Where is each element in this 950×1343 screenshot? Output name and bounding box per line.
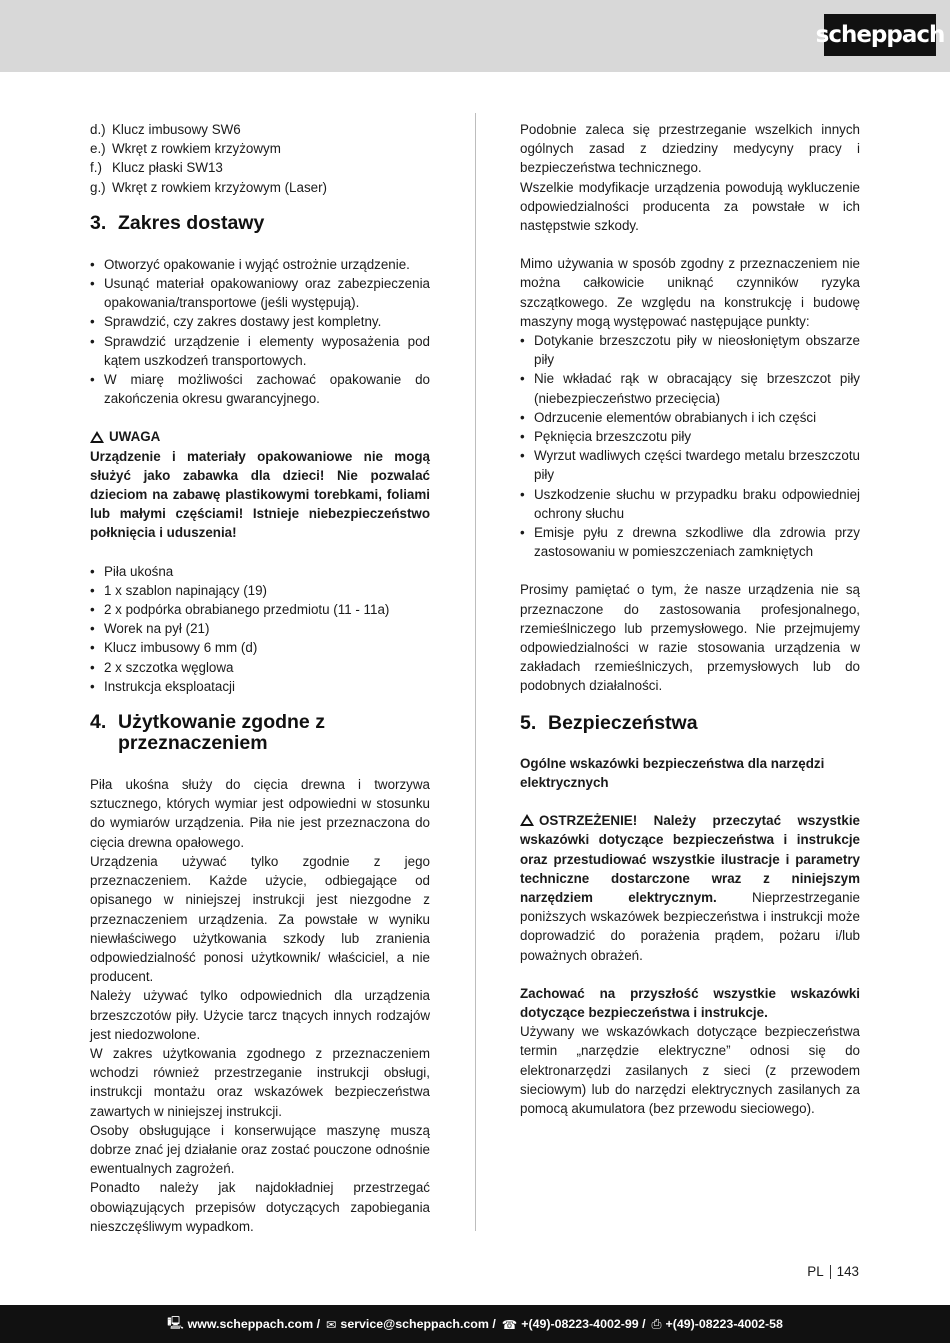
fax-number: +(49)-08223-4002-58 xyxy=(665,1317,783,1331)
residual-risk-intro: Mimo używania w sposób zgodny z przeznaczeniem nie można całkowicie uniknąć czynników ryzyka szczątkowego. Ze względu na konstrukcję i budowę maszyny mogą występować następujące punkty: xyxy=(520,256,860,329)
list-item: • Worek na pył (21) xyxy=(90,619,430,638)
list-item: • 2 x szczotka węglowa xyxy=(90,658,430,677)
warning-text: Urządzenie i materiały opakowaniowe nie mogą służyć jako zabawka dla dzieci! Nie pozwalać dzieciom na zabawę plastikowymi torebkami, foliami lub małymi częściami! Istnieje niebezpieczeństwo połknięcia i uduszenia! xyxy=(90,448,430,541)
phone-number: +(49)-08223-4002-99 / xyxy=(521,1317,646,1331)
list-item: • Odrzucenie elementów obrabianych i ich części xyxy=(520,408,860,427)
keep-instructions-note: Zachować na przyszłość wszystkie wskazówki dotyczące bezpieczeństwa i instrukcje. xyxy=(520,985,860,1020)
brand-logo: scheppach xyxy=(824,14,936,56)
email-link[interactable]: service@scheppach.com / xyxy=(340,1317,496,1331)
phone-icon: ☎ xyxy=(501,1317,518,1332)
section-3-heading: 3. Zakres dostawy xyxy=(90,211,265,234)
contact-bar xyxy=(0,1305,950,1343)
list-item: • Emisje pyłu z drewna szkodliwe dla zdrowia przy zastosowaniu w pomieszczeniach zamkniętych xyxy=(520,523,860,561)
section-4-heading: 4. Użytkowanie zgodne z przeznaczeniem xyxy=(90,711,325,755)
left-column xyxy=(90,120,430,1236)
paragraph: Ponadto należy jak najdokładniej przestrzegać obowiązujących przepisów dotyczących zapobiegania nieszczęśliwym wypadkom. xyxy=(90,1180,430,1234)
list-item: e.) Wkręt z rowkiem krzyżowym xyxy=(90,141,281,157)
right-column xyxy=(520,120,860,1118)
paragraph: Piła ukośna służy do cięcia drewna i tworzywa sztucznego, których wymiar jest odpowiedni w stosunku do wymiarów urządzenia. Piła nie jest przeznaczona do cięcia drewna opałowego. xyxy=(90,777,430,850)
warning-heading: UWAGA xyxy=(90,427,430,446)
list-item: • Dotykanie brzeszczotu piły w nieosłoniętym obszarze piły xyxy=(520,331,860,369)
delivery-contents xyxy=(90,562,430,696)
separator xyxy=(830,1265,831,1279)
paragraph: Urządzenia używać tylko zgodnie z jego przeznaczeniem. Każde użycie, odbiegające od opisanego w niniejszej instrukcji jest niezgodne z przeznaczeniem urządzenia. Za powstałe w wyniku niewłaściwego użytkowania szkody lub zranienia odpowiedzialność ponosi użytkownik/ właściciel, a nie producent. xyxy=(90,853,430,985)
list-item: • W miarę możliwości zachować opakowanie do zakończenia okresu gwarancyjnego. xyxy=(90,370,430,408)
parts-list xyxy=(90,120,430,197)
list-item: • Piła ukośna xyxy=(90,562,430,581)
header-bar xyxy=(0,0,950,72)
column-divider xyxy=(475,113,476,1231)
warning-triangle-icon xyxy=(90,431,104,443)
residual-risk-list xyxy=(520,331,860,561)
list-item: • 2 x podpórka obrabianego przedmiotu (11 - 11a) xyxy=(90,600,430,619)
list-item: • Wyrzut wadliwych części twardego metalu brzeszczotu piły xyxy=(520,446,860,484)
intended-use-text xyxy=(90,775,430,1236)
professional-use-note: Prosimy pamiętać o tym, że nasze urządzenia nie są przeznaczone do zastosowania profesjonalnego, rzemieślniczego lub przemysłowego. Nie przejmujemy odpowiedzialności w razie stosowania urządzenia w zakładach rzemieślniczych, przemysłowych lub do podobnych działalności. xyxy=(520,582,860,694)
list-item: • Sprawdzić, czy zakres dostawy jest kompletny. xyxy=(90,312,430,331)
safety-subheading: Ogólne wskazówki bezpieczeństwa dla narzędzi elektrycznych xyxy=(520,755,825,790)
section-5-heading: 5. Bezpieczeństwa xyxy=(520,711,698,734)
list-item: g.) Wkręt z rowkiem krzyżowym (Laser) xyxy=(90,179,328,195)
list-item: • Uszkodzenie słuchu w przypadku braku odpowiedniej ochrony słuchu xyxy=(520,485,860,523)
unpacking-steps xyxy=(90,255,430,409)
power-tool-definition: Używany we wskazówkach dotyczące bezpieczeństwa termin „narzędzie elektryczne” odnosi się do elektronarzędzi zasilanych z sieci (z przewodem sieciowym) lub do narzędzi elektrycznych zasilanych za pomocą akumulatora (bez przewodu sieciowego). xyxy=(520,1024,860,1116)
safety-warning: OSTRZEŻENIE! Należy przeczytać wszystkie wskazówki dotyczące bezpieczeństwa i instrukcje oraz przestudiować wszystkie ilustracje i parametry techniczne dostarczone wraz z niniejszym narzędziem elektrycznym. Nieprzestrzeganie poniższych wskazówek bezpieczeństwa i instrukcji może doprowadzić do porażenia prądem, pożaru i/lub poważnych obrażeń. xyxy=(520,813,860,963)
paragraph: Należy używać tylko odpowiednich dla urządzenia brzeszczotów piły. Użycie tarcz tnących innych rodzajów jest niedozwolone. xyxy=(90,988,430,1042)
mail-icon: ✉ xyxy=(326,1317,337,1332)
list-item: • 1 x szablon napinający (19) xyxy=(90,581,430,600)
computer-icon: 🖳 xyxy=(167,1315,184,1330)
list-item: f.) Klucz płaski SW13 xyxy=(90,160,223,176)
list-item: • Usunąć materiał opakowaniowy oraz zabezpieczenia opakowania/transportowe (jeśli występują). xyxy=(90,274,430,312)
list-item: • Instrukcja eksploatacji xyxy=(90,677,430,696)
list-item: d.) Klucz imbusowy SW6 xyxy=(90,122,241,137)
page-number: PL 143 xyxy=(807,1264,859,1279)
paragraph: Osoby obsługujące i konserwujące maszynę muszą dobrze znać jej działanie oraz zostać pouczone odnośnie ewentualnych zagrożeń. xyxy=(90,1122,430,1177)
paragraph: Wszelkie modyfikacje urządzenia powodują wykluczenie odpowiedzialności producenta za powstałe w ich następstwie szkody. xyxy=(520,179,860,234)
list-item: • Otworzyć opakowanie i wyjąć ostrożnie urządzenie. xyxy=(90,255,430,274)
list-item: • Klucz imbusowy 6 mm (d) xyxy=(90,638,430,657)
warning-triangle-icon xyxy=(520,814,534,826)
paragraph: W zakres użytkowania zgodnego z przeznaczeniem wchodzi również przestrzeganie instrukcji obsługi, instrukcji montażu oraz wskazówek bezpieczeństwa zawartych w niniejszej instrukcji. xyxy=(90,1045,430,1119)
website-link[interactable]: www.scheppach.com / xyxy=(187,1317,321,1331)
paragraph: Podobnie zaleca się przestrzeganie wszelkich innych ogólnych zasad z dziedziny medycyny pracy i bezpieczeństwa technicznego. xyxy=(520,122,860,176)
list-item: • Nie wkładać rąk w obracający się brzeszczot piły (niebezpieczeństwo przecięcia) xyxy=(520,369,860,407)
list-item: • Sprawdzić urządzenie i elementy wyposażenia pod kątem uszkodzeń transportowych. xyxy=(90,332,430,370)
fax-icon: ⎙ xyxy=(651,1316,662,1331)
list-item: • Pęknięcia brzeszczotu piły xyxy=(520,427,860,446)
